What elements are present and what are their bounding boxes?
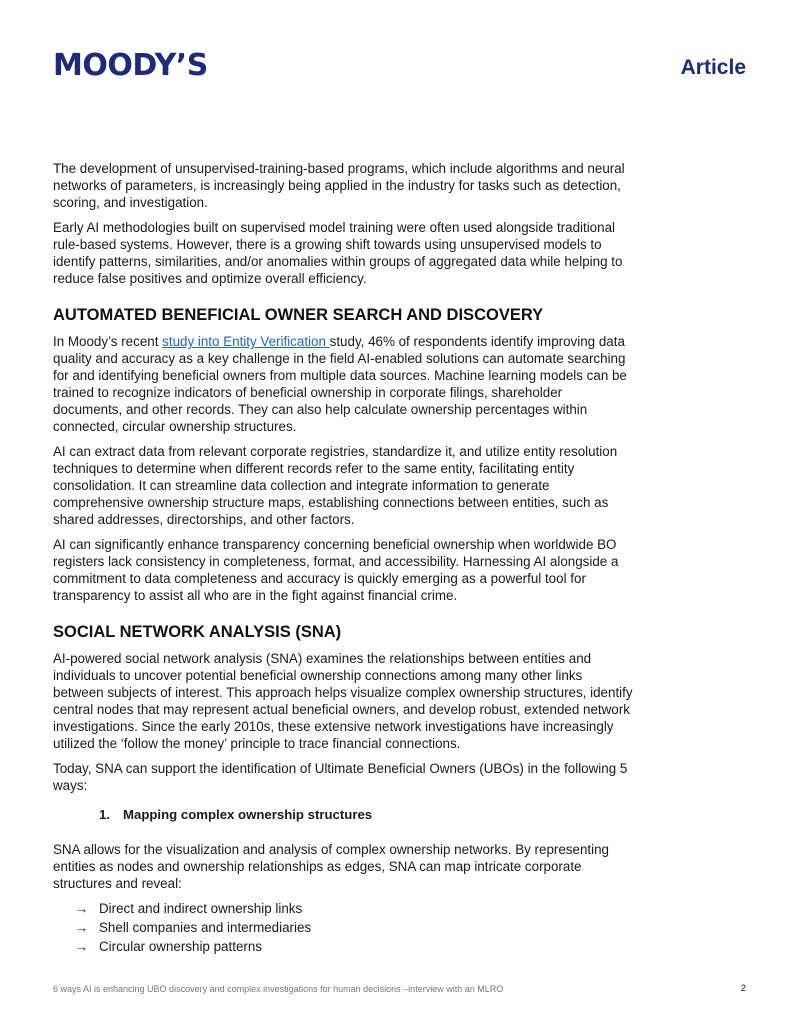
article-body [53,160,633,957]
paragraph-text: study, 46% of respondents identify improving data quality and accuracy as a key challenge in the field AI-enabled solutions can automate searching for and identifying beneficial owners from multiple data sources. Machine learning models can be trained to recognize indicators of beneficial ownership in corporate filings, shareholder documents, and other records. They can also help calculate ownership percentages within connected, circular ownership structures. [53,334,627,434]
paragraph: The development of unsupervised-training-based programs, which include algorithms and neural networks of parameters, is increasingly being applied in the industry for tasks such as detection, scoring, and investigation. [53,161,625,210]
document-type-label: Article [680,56,746,79]
list-item-text: Direct and indirect ownership links [99,901,303,916]
footer-title: 6 ways AI is enhancing UBO discovery and complex investigations for human decisions –interview with an MLRO [53,984,504,994]
entity-verification-study-link[interactable]: study into Entity Verification [162,334,330,349]
paragraph: Early AI methodologies built on supervised model training were often used alongside traditional rule-based systems. However, there is a growing shift towards using unsupervised models to identify patterns, similarities, and/or anomalies within groups of aggregated data while helping to reduce false positives and optimize overall efficiency. [53,220,623,286]
arrow-right-icon: → [75,939,89,954]
list-item [75,900,633,917]
paragraph: AI can extract data from relevant corporate registries, standardize it, and utilize entity resolution techniques to determine when different records refer to the same entity, facilitating entity consolidation. It can streamline data collection and integrate information to generate comprehensive ownership structure maps, establishing connections between entities, such as shared addresses, directorships, and other factors. [53,444,618,527]
list-item-text: Shell companies and intermediaries [99,920,312,935]
paragraph-text: In Moody’s recent [53,334,163,349]
bullet-list [75,900,633,955]
arrow-right-icon: → [75,901,89,916]
paragraph: Today, SNA can support the identification of Ultimate Beneficial Owners (UBOs) in the following 5 ways: [53,761,628,793]
numbered-item-heading [99,806,633,823]
list-item [75,919,633,936]
page-number: 2 [740,983,746,994]
moodys-logo: MOODY’S [53,48,208,83]
paragraph-entity-verification [53,333,633,435]
list-item [75,938,633,955]
paragraph: AI can significantly enhance transparency concerning beneficial ownership when worldwide BO registers lack consistency in completeness, format, and accessibility. Harnessing AI alongside a commitment to data completeness and accuracy is quickly emerging as a powerful tool for transparency to assist all who are in the fight against financial crime. [53,537,619,603]
section-heading-sna: SOCIAL NETWORK ANALYSIS (SNA) [53,623,342,641]
paragraph: SNA allows for the visualization and analysis of complex ownership networks. By representing entities as nodes and ownership relationships as edges, SNA can map intricate corporate structures and reveal: [53,842,609,891]
item-number: 1. [99,807,110,822]
paragraph: AI-powered social network analysis (SNA) examines the relationships between entities and individuals to uncover potential beneficial ownership connections among many other links between subjects of interest. This approach helps visualize complex ownership structures, identify central nodes that may represent actual beneficial owners, and develop robust, extended network investigations. Since the early 2010s, these extensive network investigations have increasingly utilized the ‘follow the money’ principle to trace financial connections. [53,651,633,751]
arrow-right-icon: → [75,920,89,935]
list-item-text: Circular ownership patterns [99,939,262,954]
section-heading-beneficial-owner-search: AUTOMATED BENEFICIAL OWNER SEARCH AND DISCOVERY [53,306,544,324]
item-title: Mapping complex ownership structures [123,807,373,822]
